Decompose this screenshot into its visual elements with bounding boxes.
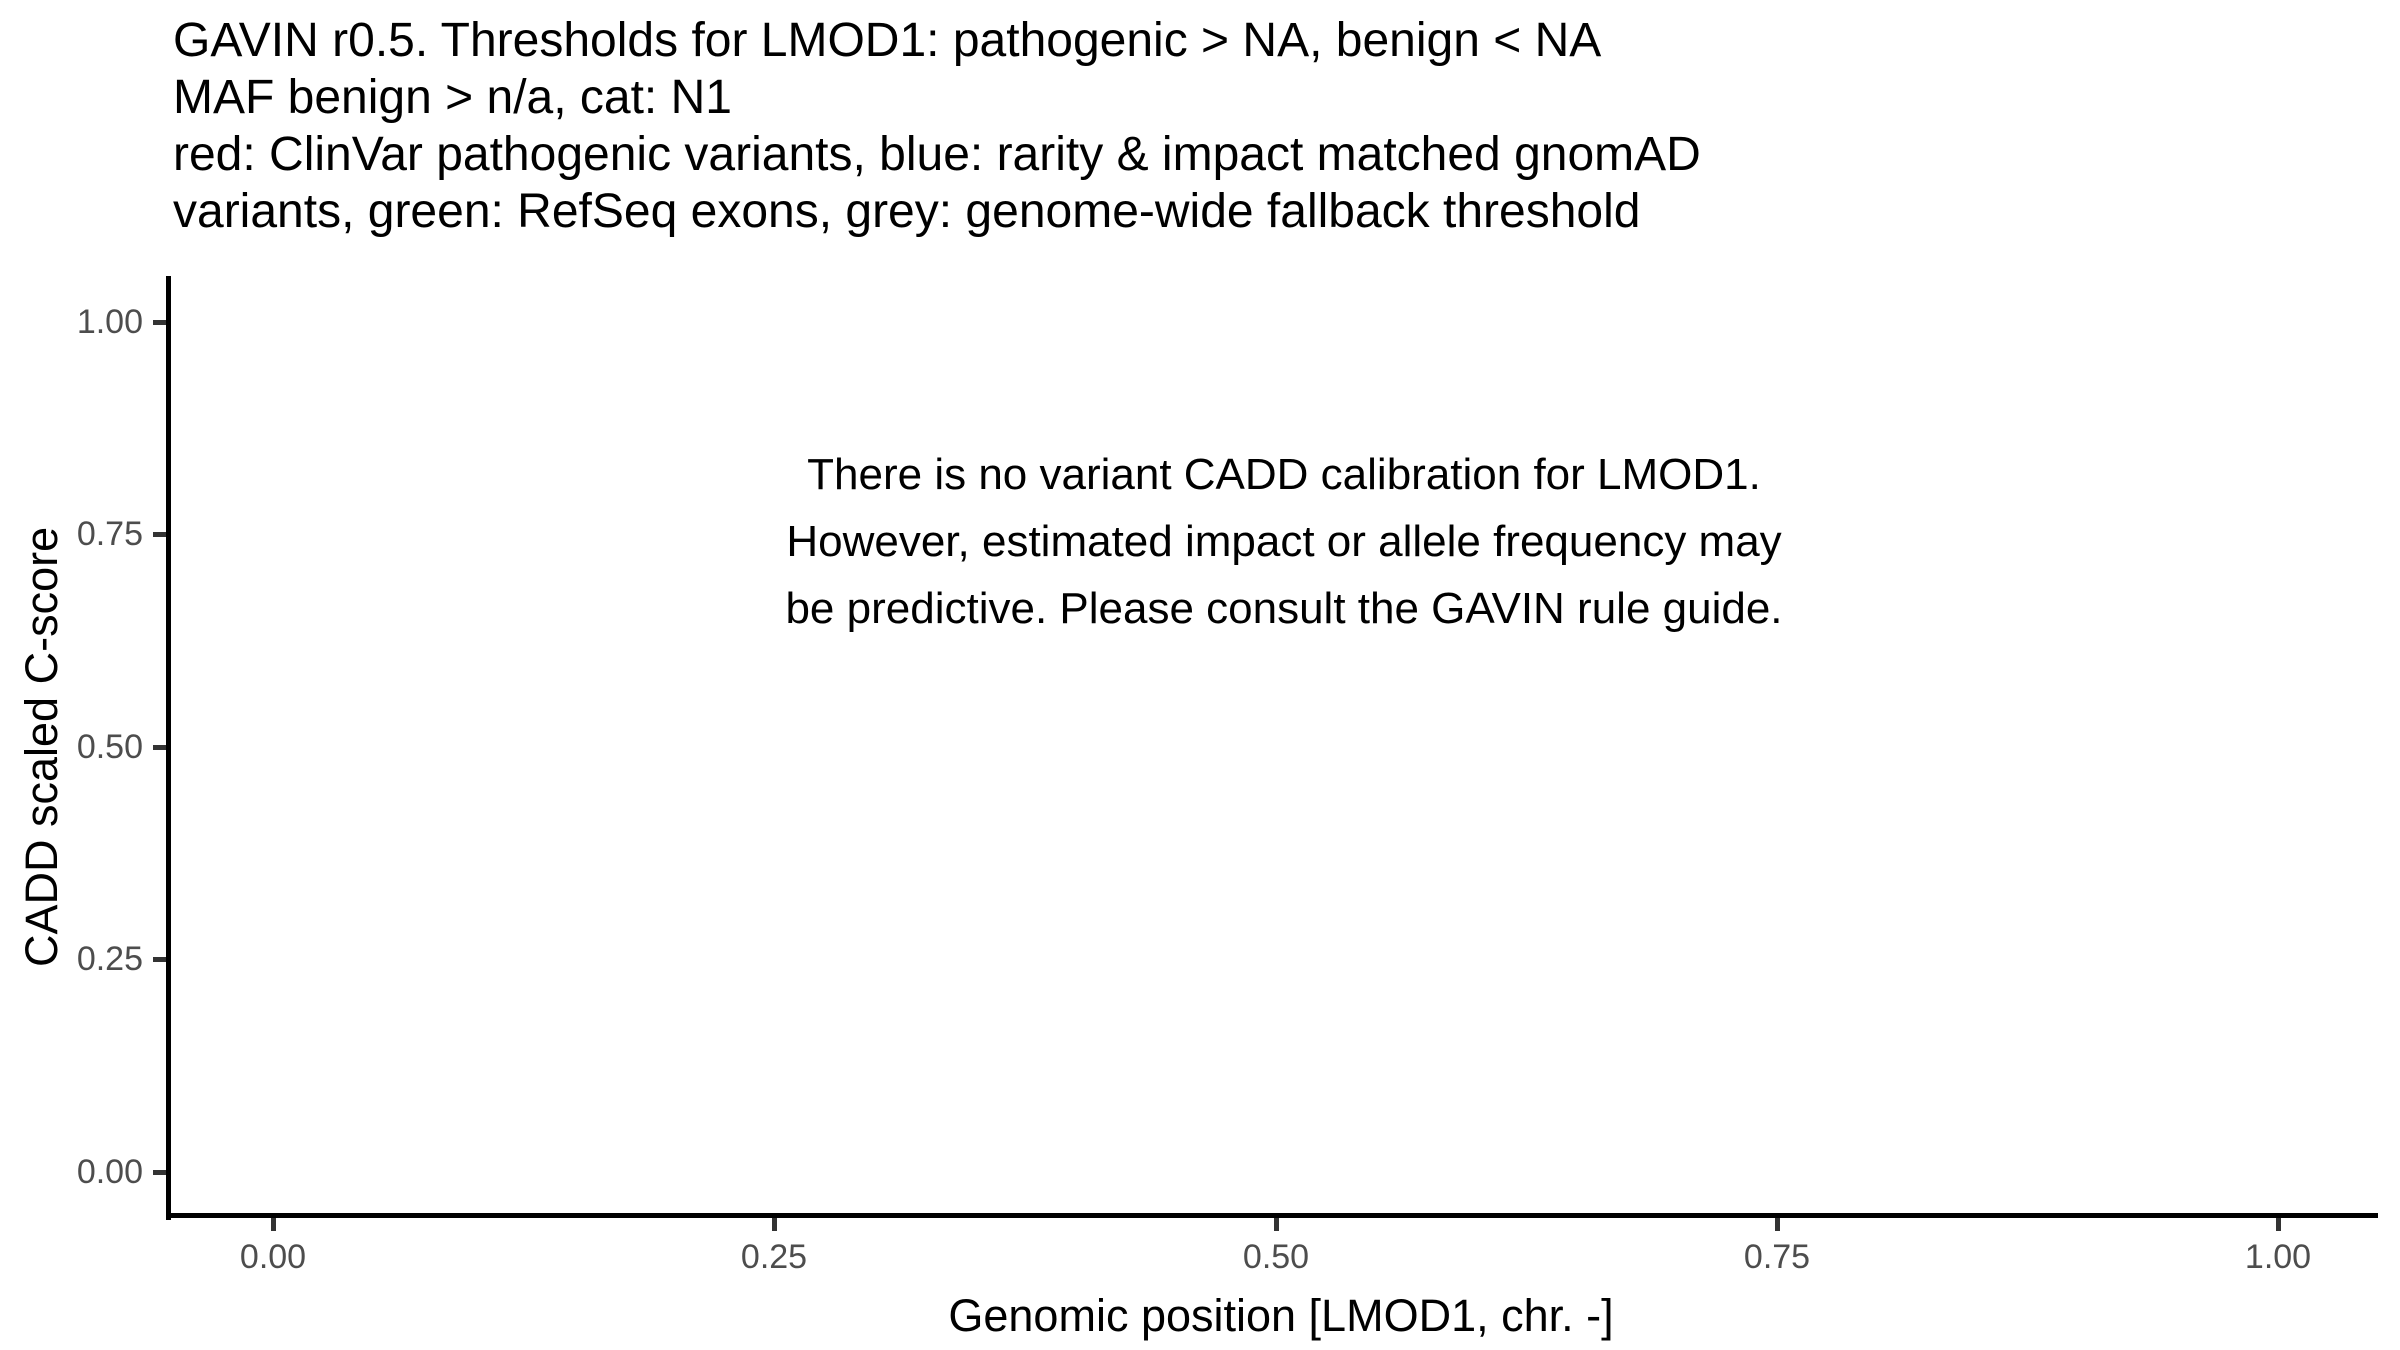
- x-tick-label-1.00: 1.00: [2244, 1238, 2312, 1276]
- plot-title-line-4: variants, green: RefSeq exons, grey: genome-wide fallback threshold: [173, 185, 1641, 238]
- plot-panel: [171, 278, 2377, 1215]
- y-tick-mark-0.75: [153, 532, 166, 537]
- x-tick-mark-0.25: [772, 1218, 777, 1231]
- y-tick-label-1.00: 1.00: [76, 303, 143, 341]
- x-tick-mark-0.00: [271, 1218, 276, 1231]
- x-tick-label-0.25: 0.25: [740, 1238, 808, 1276]
- y-tick-label-0.25: 0.25: [76, 940, 143, 978]
- x-tick-mark-1.00: [2276, 1218, 2281, 1231]
- annotation-line-3: be predictive. Please consult the GAVIN rule guide.: [785, 584, 1783, 633]
- no-calibration-annotation: [785, 441, 1782, 642]
- x-tick-mark-0.75: [1775, 1218, 1780, 1231]
- y-tick-mark-0.25: [153, 957, 166, 962]
- plot-title-line-2: MAF benign > n/a, cat: N1: [173, 71, 732, 124]
- y-tick-label-0.75: 0.75: [76, 515, 143, 553]
- y-axis-title: CADD scaled C-score: [16, 526, 67, 967]
- y-tick-mark-0.00: [153, 1170, 166, 1175]
- y-tick-label-0.00: 0.00: [76, 1153, 143, 1191]
- plot-title-line-1: GAVIN r0.5. Thresholds for LMOD1: pathogenic > NA, benign < NA: [173, 14, 1602, 67]
- annotation-line-1: There is no variant CADD calibration for LMOD1.: [807, 450, 1761, 499]
- y-tick-mark-0.50: [153, 745, 166, 750]
- annotation-line-2: However, estimated impact or allele frequency may: [786, 517, 1782, 566]
- x-axis-line: [166, 1213, 2378, 1218]
- plot-title-line-3: red: ClinVar pathogenic variants, blue: rarity & impact matched gnomAD: [173, 128, 1701, 181]
- x-tick-label-0.50: 0.50: [1242, 1238, 1310, 1276]
- x-axis-title: Genomic position [LMOD1, chr. -]: [948, 1290, 1614, 1341]
- y-tick-mark-1.00: [153, 320, 166, 325]
- x-tick-label-0.00: 0.00: [239, 1238, 307, 1276]
- plot-title: [173, 12, 1701, 240]
- y-tick-label-0.50: 0.50: [76, 728, 143, 766]
- x-tick-label-0.75: 0.75: [1743, 1238, 1811, 1276]
- y-axis-line: [166, 276, 171, 1220]
- x-tick-mark-0.50: [1274, 1218, 1279, 1231]
